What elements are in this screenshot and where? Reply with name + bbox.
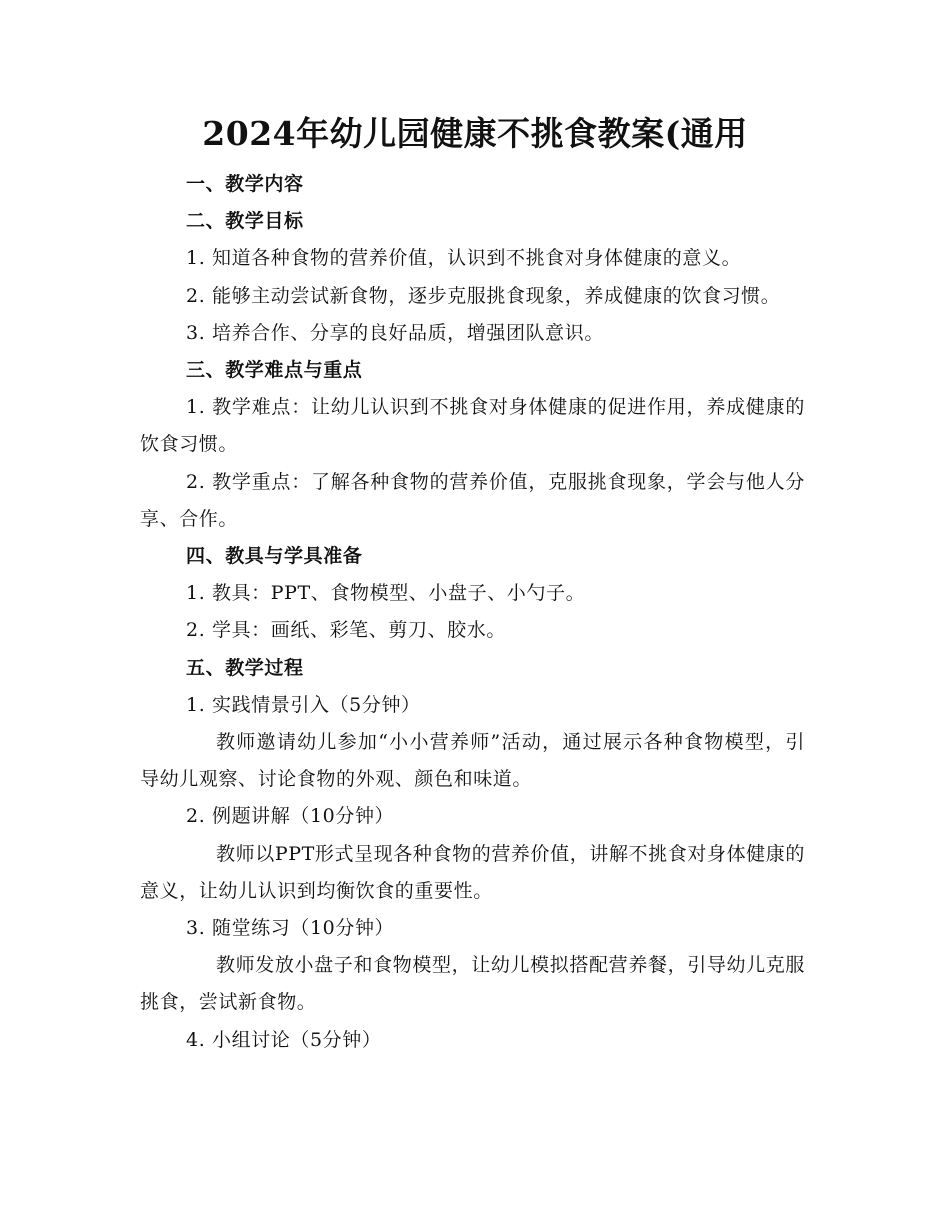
process-step-1-text: 教师邀请幼儿参加“小小营养师”活动，通过展示各种食物模型，引导幼儿观察、讨论食物的外观、颜色和味道。 [140, 731, 805, 791]
section-heading-difficulties: 三、教学难点与重点 [186, 359, 363, 382]
objective-item-3: 3. 培养合作、分享的良好品质，增强团队意识。 [186, 321, 604, 344]
section-heading-materials: 四、教具与学具准备 [186, 545, 363, 568]
difficulty-item-2: 2. 教学重点：了解各种食物的营养价值，克服挑食现象，学会与他人分享、合作。 [140, 470, 805, 530]
document-title: 2024年幼儿园健康不挑食教案(通用 [202, 114, 748, 153]
section-heading-process: 五、教学过程 [186, 656, 304, 679]
process-step-4: 4. 小组讨论（5分钟） [186, 1028, 382, 1051]
document-body [140, 166, 805, 1059]
objective-item-2: 2. 能够主动尝试新食物，逐步克服挑食现象，养成健康的饮食习惯。 [186, 284, 781, 307]
materials-item-1: 1. 教具：PPT、食物模型、小盘子、小勺子。 [186, 582, 586, 605]
objective-item-1: 1. 知道各种食物的营养价值，认识到不挑食对身体健康的意义。 [186, 247, 742, 270]
process-step-3-text: 教师发放小盘子和食物模型，让幼儿模拟搭配营养餐，引导幼儿克服挑食，尝试新食物。 [140, 954, 805, 1014]
materials-item-2: 2. 学具：画纸、彩笔、剪刀、胶水。 [186, 619, 506, 642]
process-step-2: 2. 例题讲解（10分钟） [186, 805, 395, 828]
process-step-1: 1. 实践情景引入（5分钟） [186, 693, 421, 716]
difficulty-item-1: 1. 教学难点：让幼儿认识到不挑食对身体健康的促进作用，养成健康的饮食习惯。 [140, 396, 805, 456]
process-step-2-text: 教师以PPT形式呈现各种食物的营养价值，讲解不挑食对身体健康的意义，让幼儿认识到均衡饮食的重要性。 [140, 842, 805, 902]
process-step-3: 3. 随堂练习（10分钟） [186, 917, 395, 940]
section-heading-content: 一、教学内容 [186, 173, 304, 195]
section-heading-objectives: 二、教学目标 [186, 210, 304, 233]
